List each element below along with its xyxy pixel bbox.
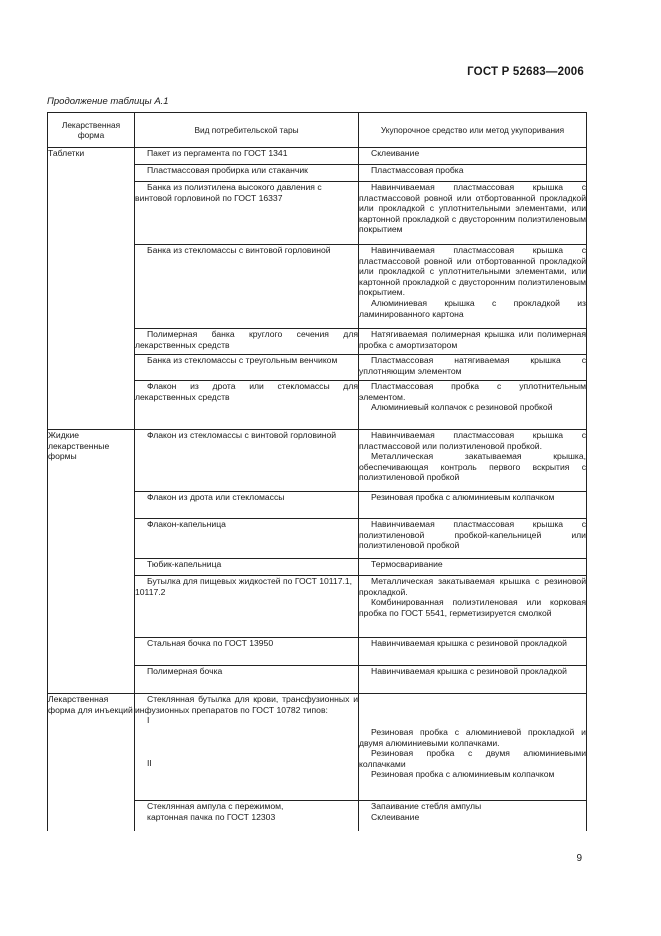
container-cell: Бутылка для пищевых жидкостей по ГОСТ 10117.1, 10117.2 [135,576,359,638]
closure-cell: Резиновая пробка с алюминиевой прокладкой и двумя алюминиевыми колпачками. Резиновая пробка с двумя алюминиевыми колпачками Резиновая пробка с алюминиевым колпачком [359,694,587,801]
closure-cell: Пластмассовая пробка с уплотнительным элементом. Алюминиевый колпачок с резиновой пробкой [359,381,587,430]
container-cell: Стеклянная бутылка для крови, трансфузионных и инфузионных препаратов по ГОСТ 10782 типов: I II [135,694,359,801]
container-cell: Пластмассовая пробирка или стаканчик [135,165,359,182]
closure-cell: Навинчиваемая пластмассовая крышка с полиэтиленовой пробкой-капельницей или полиэтиленовой пробкой [359,519,587,559]
table-caption: Продолжение таблицы А.1 [47,96,169,107]
closure-cell: Запаивание стебля ампулы Склеивание [359,801,587,831]
column-header-container: Вид потребительской тары [135,113,359,148]
packaging-table [47,112,587,831]
type-spacer [135,726,358,747]
container-cell: Полимерная бочка [135,666,359,694]
column-header-form: Лекарственная форма [48,113,135,148]
page-number: 9 [576,853,582,864]
table-header-row [48,113,587,148]
closure-cell: Навинчиваемая пластмассовая крышка с пластмассовой ровной или отбортованной прокладкой или прокладкой с уплотнительными элементами, или картонной прокладкой с двусторонним полиэтиленовым покрытием [359,182,587,245]
document-header: ГОСТ Р 52683—2006 [467,66,584,78]
table-row [48,694,587,801]
container-cell: Стеклянная ампула с пережимом, картонная пачка по ГОСТ 12303 [135,801,359,831]
closure-cell: Термосваривание [359,559,587,576]
container-cell: Флакон из дрота или стекломассы для лекарственных средств [135,381,359,430]
form-cell-liquid: Жидкие лекарственные формы [48,430,135,694]
closure-cell: Резиновая пробка с алюминиевым колпачком [359,492,587,519]
container-cell: Банка из стекломассы с треугольным венчиком [135,355,359,381]
closure-cell: Склеивание [359,148,587,165]
container-cell: Флакон из дрота или стекломассы [135,492,359,519]
column-header-closure: Укупорочное средство или метод укупоривания [359,113,587,148]
container-cell: Банка из полиэтилена высокого давления с винтовой горловиной по ГОСТ 16337 [135,182,359,245]
closure-cell: Пластмассовая пробка [359,165,587,182]
closure-cell: Навинчиваемая пластмассовая крышка с пластмассовой ровной или отбортованной прокладкой или прокладкой с уплотнительными элементами, или картонной прокладкой с двусторонним полиэтиленовым покрытием. Алюминиевая крышка с прокладкой из ламинированного картона [359,245,587,329]
packaging-table-container [47,112,586,831]
container-cell: Тюбик-капельница [135,559,359,576]
closure-cell: Пластмассовая натягиваемая крышка с уплотняющим элементом [359,355,587,381]
closure-cell: Навинчиваемая крышка с резиновой прокладкой [359,666,587,694]
form-cell-tablets: Таблетки [48,148,135,430]
closure-cell: Натягиваемая полимерная крышка или полимерная пробка с амортизатором [359,329,587,355]
closure-spacer [359,694,586,727]
container-cell: Стальная бочка по ГОСТ 13950 [135,638,359,666]
container-cell: Банка из стекломассы с винтовой горловиной [135,245,359,329]
form-cell-injection: Лекарственная форма для инъекций [48,694,135,831]
closure-cell: Навинчиваемая пластмассовая крышка с пластмассовой или полиэтиленовой пробкой. Металлическая закатываемая крышка, обеспечивающая контроль первого вскрытия с полиэтиленовой пробкой [359,430,587,492]
container-cell: Флакон-капельница [135,519,359,559]
closure-cell: Навинчиваемая крышка с резиновой прокладкой [359,638,587,666]
container-cell: Полимерная банка круглого сечения для лекарственных средств [135,329,359,355]
closure-cell: Металлическая закатываемая крышка с резиновой прокладкой. Комбинированная полиэтиленовая или корковая пробка по ГОСТ 5541, герметизируется смолкой [359,576,587,638]
table-row [48,430,587,492]
table-row [48,148,587,165]
container-cell: Пакет из пергамента по ГОСТ 1341 [135,148,359,165]
container-cell: Флакон из стекломассы с винтовой горловиной [135,430,359,492]
